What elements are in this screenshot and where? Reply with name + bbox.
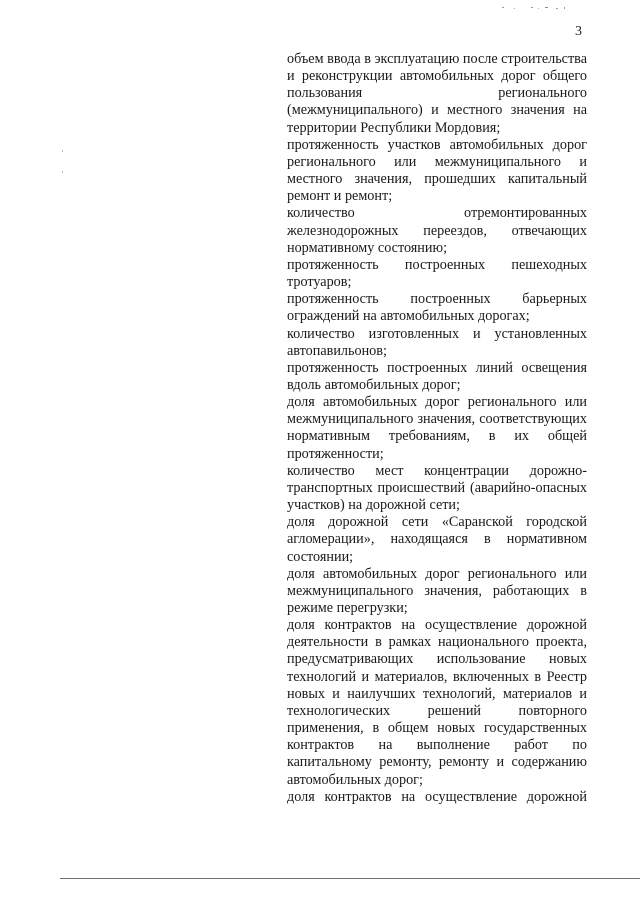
list-item: доля автомобильных дорог регионального или межмуниципального значения, работающих в режиме перегрузки; [287,565,587,616]
list-item: доля контрактов на осуществление дорожной деятельности в рамках национального проекта, предусматривающих использование новых технологий и материалов, включенных в Реестр новых и наилучших технологий, материалов и технологических решений повторного применения, в общем новых государственных контрактов на выполнение работ по капитальному ремонту, ремонту и содержанию автомобильных дорог; [287,617,587,788]
scan-specks [500,6,570,10]
margin-mark [60,150,66,174]
list-item: протяженность участков автомобильных дорог регионального или межмуниципального и местного значения, прошедших капитальный ремонт и ремонт; [287,136,587,205]
list-item: протяженность построенных пешеходных тротуаров; [287,256,587,291]
page-bottom-edge [60,878,640,879]
list-item: доля дорожной сети «Саранской городской агломерации», находящаяся в нормативном состоянии; [287,514,587,565]
list-item: количество мест концентрации дорожно-транспортных происшествий (аварийно-опасных участков) на дорожной сети; [287,462,587,514]
list-item: протяженность построенных линий освещения вдоль автомобильных дорог; [287,359,587,393]
page-number: 3 [575,24,582,39]
indicator-list [287,51,587,806]
list-item-continued: доля контрактов на осуществление дорожной [287,788,587,805]
list-item: протяженность построенных барьерных ограждений на автомобильных дорогах; [287,291,587,325]
list-item: объем ввода в эксплуатацию после строительства и реконструкции автомобильных дорог общего пользования регионального (межмуниципального) и местного значения на территории Республики Мордовия; [287,51,587,136]
list-item: доля автомобильных дорог регионального или межмуниципального значения, соответствующих нормативным требованиям, в их общей протяженности; [287,394,587,462]
list-item: количество изготовленных и установленных автопавильонов; [287,325,587,359]
list-item: количество отремонтированных железнодорожных переездов, отвечающих нормативному состоянию; [287,205,587,256]
